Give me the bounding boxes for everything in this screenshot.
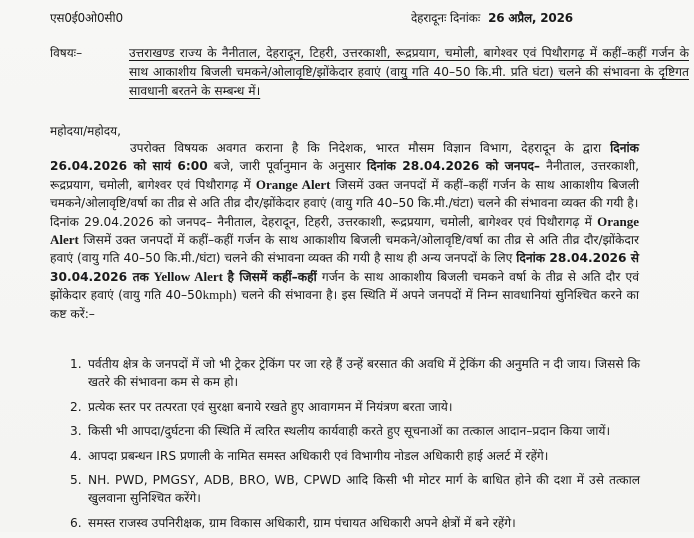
orange-alert-label-2: Orange Alert — [50, 213, 639, 248]
precaution-item — [60, 422, 640, 440]
salutation: महोदया/महोदय, — [50, 124, 121, 138]
item-text: प्रत्येक स्तर पर तत्परता एवं सुरक्षा बनाये रखते हुए आवागमन में नियंत्रण बरता जाये। — [88, 399, 453, 414]
item-text: किसी भी आपदा/दुर्घटना की स्थिति में त्वरित स्थलीय कार्यवाही करते हुए सूचनाओं का तत्काल आदान–प्रदान किया जायें। — [88, 424, 611, 439]
subject-text — [129, 44, 689, 101]
item-number: 5. — [70, 473, 82, 488]
subject-label: विषयः– — [50, 46, 83, 60]
letter-date: 26 अप्रैल, 2026 — [488, 11, 573, 25]
item-number: 3. — [70, 424, 82, 439]
precaution-item — [60, 398, 640, 416]
p1-forecast-date-bold: दिनांक 28.04.2026 को जनपद– — [366, 159, 541, 174]
item-number: 4. — [70, 448, 82, 463]
p2-text-1: दिनांक 29.04.2026 को जनपद– नैनीताल, देहरादून, टिहरी, उत्तरकाशी, रूद्रप्रयाग, चमोली, बागेश्वर एवं पिथौरागढ़ में — [50, 214, 598, 229]
p1-text-3: नैनीताल, उत्तरकाशी, रूद्रप्रयाग, चमोली, बागेश्वर एवं पिथौरागढ़ में — [50, 159, 639, 192]
item-text: आपदा प्रबन्धन IRS प्रणाली के नामित समस्त अधिकारी एवं विभागीय नोडल अधिकारी हाई अलर्ट में रहेंगे। — [88, 448, 549, 463]
place-date — [411, 9, 573, 26]
kmph-unit: kmph — [202, 287, 233, 303]
p1-text-4: जिसमें उक्त जनपदों में कहीं–कहीं गर्जन के साथ आकाशीय बिजली चमकने/ओलावृष्टि/वर्षा का तीव्र से अति तीव्र दौर/झोंकेदार हवाएं (वायु गति 40–50 कि.मी./घंटा) चलने की संभावना व्यक्त की गयी है। — [50, 177, 639, 211]
precaution-item — [60, 447, 640, 465]
precautions-list — [60, 355, 640, 538]
orange-alert-label: Orange Alert — [255, 176, 331, 192]
subject-text-underlined: उत्तराखण्ड राज्य के नैनीताल, देहरादून, टिहरी, उत्तरकाशी, रूद्रप्रयाग, चमोली, बागेश्वर एवं पिथौरागढ़ में कहीं–कहीं गर्जन के साथ आकाशीय बिजली चमकने/ओलावृष्टि/झोंकेदार हवाएं (वायु गति 40–50 कि.मी. प्रति घंटा) चलने की संभावना के दृष्टिगत सावधानी बरतने के सम्बन्ध में। — [129, 46, 689, 98]
letter-body — [50, 139, 639, 323]
p1-text-2: बजे, जारी पूर्वानुमान के अनुसार — [207, 159, 367, 174]
yellow-alert-label: Yellow Alert — [148, 268, 228, 284]
precaution-item — [60, 471, 640, 508]
item-text: पर्वतीय क्षेत्र के जनपदों में जो भी ट्रेकर ट्रेकिंग पर जा रहे हैं उन्हें बरसात की अवधि में ट्रेकिंग की अनुमति न दी जाय। जिससे कि खतरे की संभावना कम से कम हो। — [88, 357, 640, 390]
item-text: NH. PWD, PMGSY, ADB, BRO, WB, CPWD आदि किसी भी मोटर मार्ग के बाधित होने की दशा में उसे तत्काल खुलवाना सुनिश्चित करेंगे। — [88, 473, 640, 506]
item-text: समस्त राजस्व उपनिरीक्षक, ग्राम विकास अधिकारी, ग्राम पंचायत अधिकारी अपने क्षेत्रों में बने रहेंगे। — [88, 515, 516, 530]
paragraph-2 — [50, 213, 639, 323]
p1-date-bold: दिनांक 26.04.2026 को सायं 6:00 — [50, 141, 639, 174]
paragraph-1 — [50, 139, 639, 213]
p2-bold-phrase: है जिसमें कहीं–कहीं — [227, 269, 317, 284]
item-number: 2. — [70, 399, 82, 414]
item-number: 6. — [70, 515, 82, 530]
precaution-item — [60, 514, 640, 532]
item-number: 1. — [70, 357, 82, 371]
reference-number: एस0ई0ओ0सी0 — [50, 11, 123, 25]
p2-date-range-bold: दिनांक 28.04.2026 से 30.04.2026 तक — [50, 251, 639, 284]
p1-text-1: उपरोक्त विषयक अवगत कराना है कि निदेशक, भारत मौसम विज्ञान विभाग, देहरादून के द्वारा — [130, 141, 611, 155]
place-label: देहरादूनः दिनांकः — [411, 11, 481, 25]
p2-text-4: ) चलने की संभावना है। इस स्थिति में अपने जनपदों में निम्न सावधानियां सुनिश्चित करने का कष्ट करें:– — [50, 288, 639, 321]
p2-text-3: गर्जन के साथ आकाशीय बिजली चमकने वर्षा के तीव्र से अति दौर एवं झोंकेदार हवाएं (वायु गति 40–50 — [50, 269, 639, 303]
p2-text-2: जिसमें उक्त जनपदों में कहीं–कहीं गर्जन के साथ आकाशीय बिजली चमकने/ओलावृष्टि/वर्षा का तीव्र से अति तीव्र दौर/झोंकेदार हवाएं (वायु गति 40–50 कि.मी./घंटा) चलने की संभावना व्यक्त की गयी है साथ ही अन्य जनपदों के लिए — [50, 233, 639, 266]
precaution-item — [60, 355, 640, 392]
